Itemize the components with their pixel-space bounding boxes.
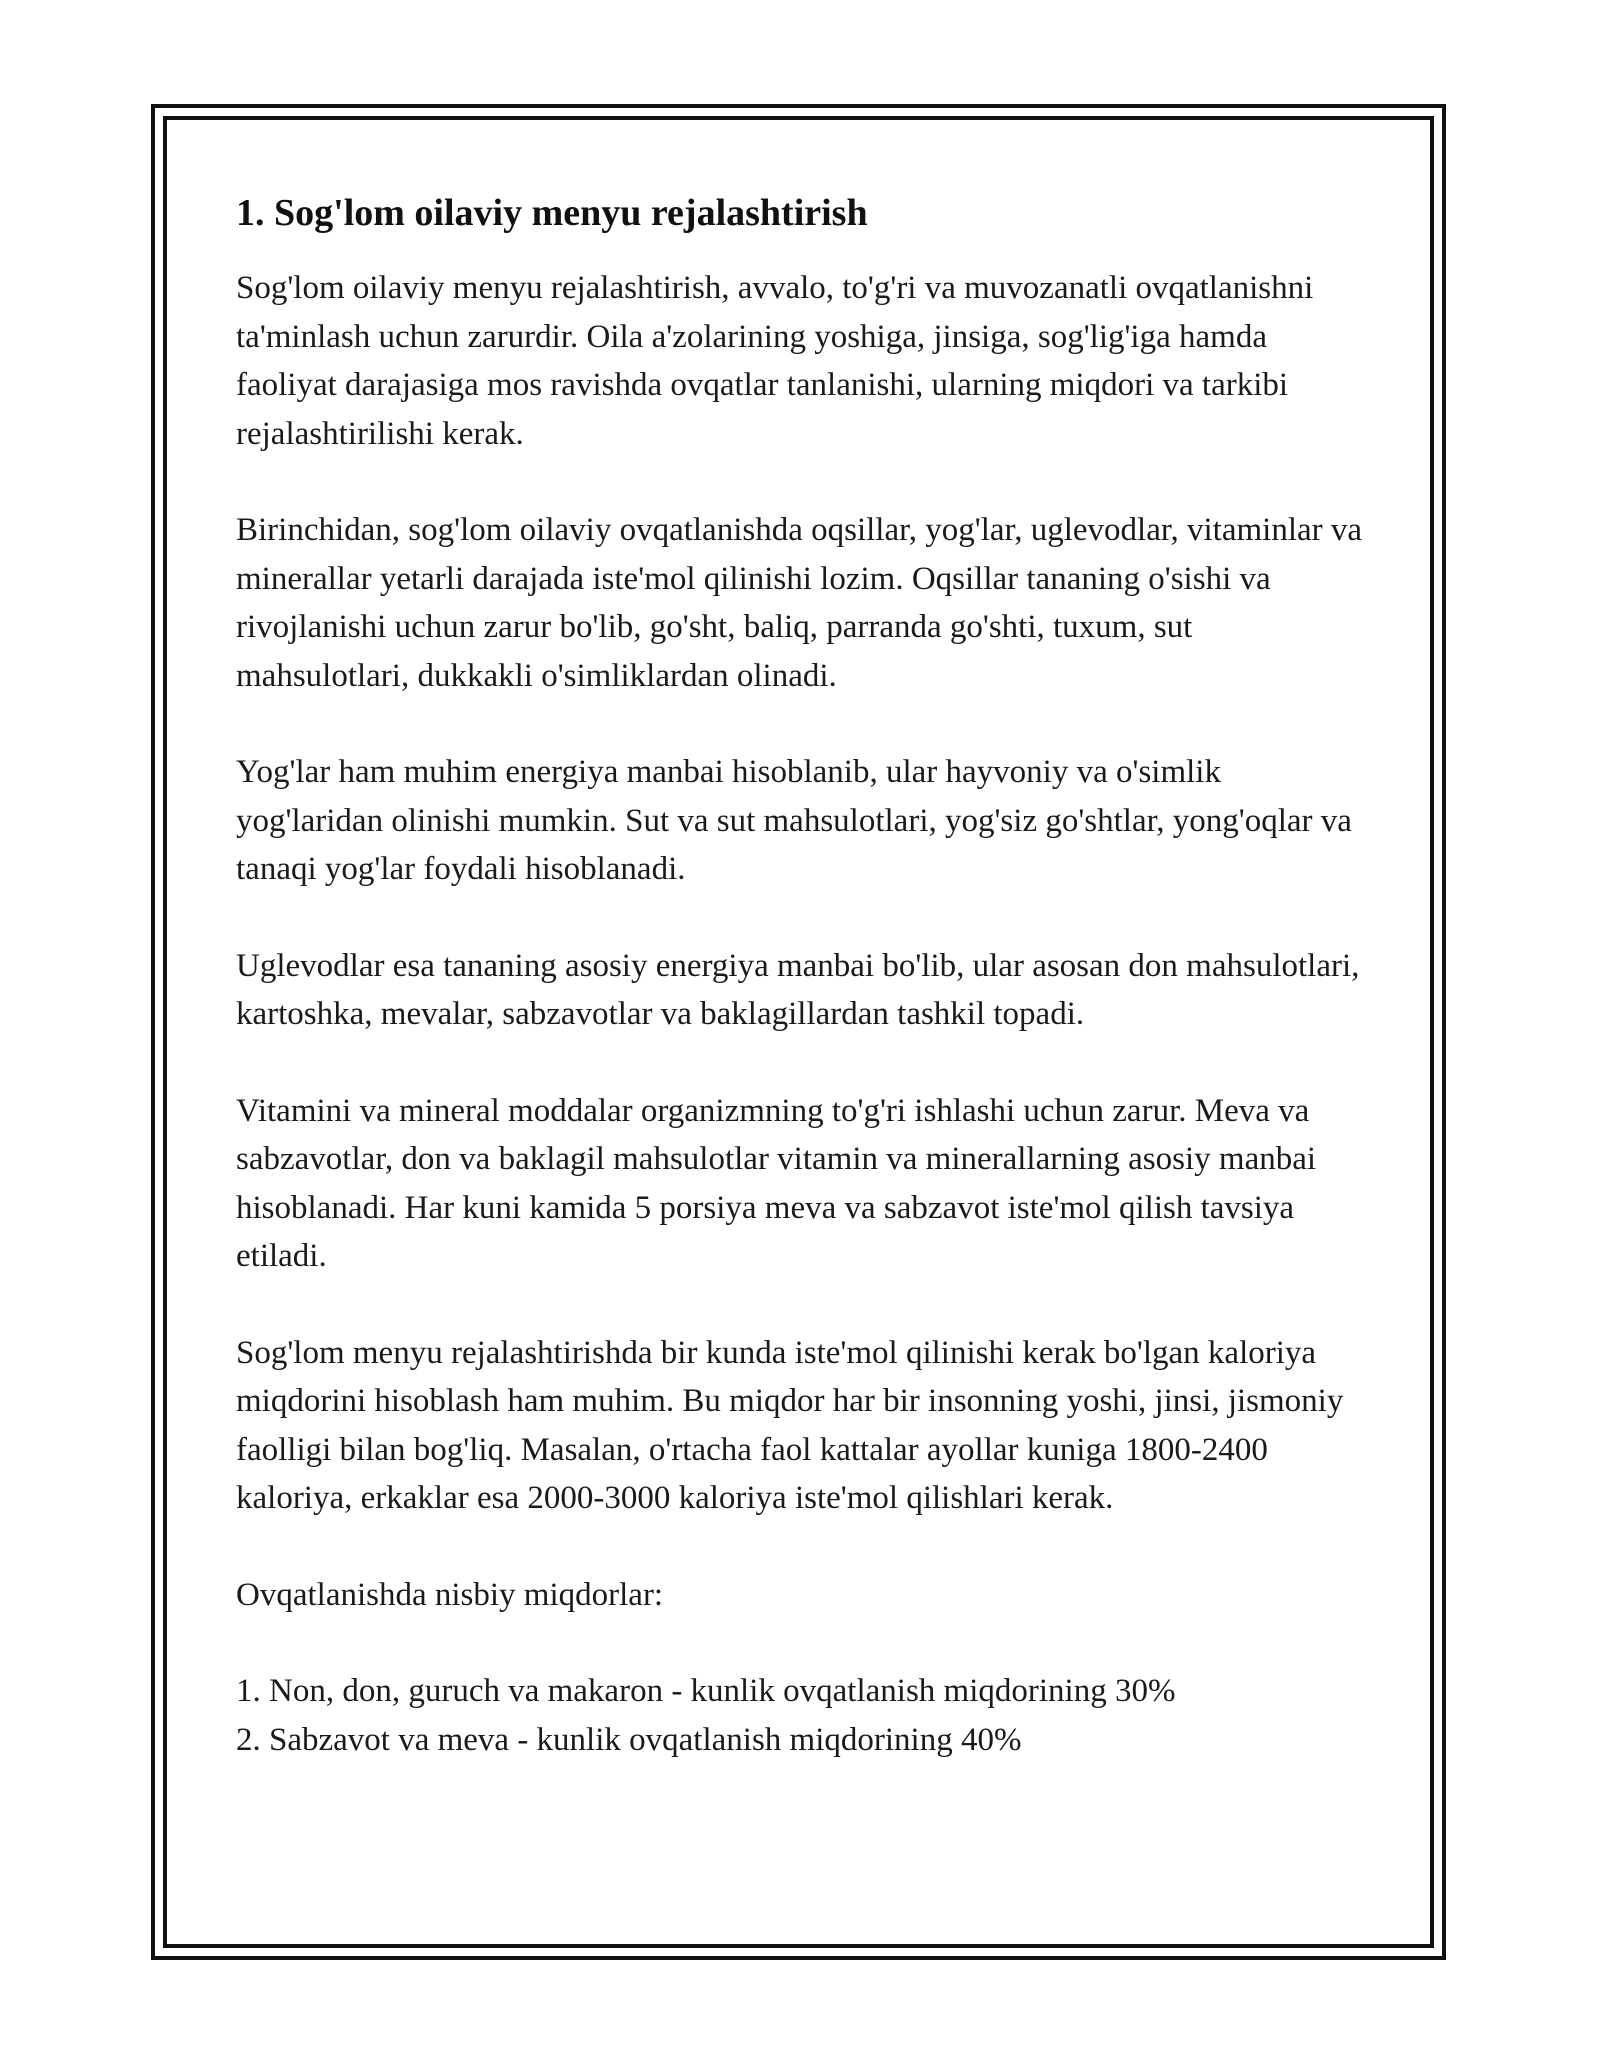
paragraph-carbohydrates: Uglevodlar esa tananing asosiy energiya manbai bo'lib, ular asosan don mahsulotlari, kartoshka, mevalar, sabzavotlar va baklagillardan tashkil topadi. (236, 947, 1360, 1032)
list-item: 2. Sabzavot va meva - kunlik ovqatlanish miqdorining 40% (236, 1721, 1022, 1758)
proportions-list (236, 1667, 1366, 1764)
document-body (236, 188, 1366, 1764)
paragraph-intro: Sog'lom oilaviy menyu rejalashtirish, avvalo, to'g'ri va muvozanatli ovqatlanishni ta'minlash uchun zarurdir. Oila a'zolarining yoshiga, jinsiga, sog'lig'iga hamda faoliyat darajasiga mos ravishda ovqatlar tanlanishi, ularning miqdori va tarkibi rejalashtirilishi kerak. (236, 270, 1314, 452)
paragraph-proportions-label: Ovqatlanishda nisbiy miqdorlar: (236, 1576, 664, 1613)
paragraph-fats: Yog'lar ham muhim energiya manbai hisoblanib, ular hayvoniy va o'simlik yog'laridan olinishi mumkin. Sut va sut mahsulotlari, yog'siz go'shtlar, yong'oqlar va tanaqi yog'lar foydali hisoblanadi. (236, 754, 1352, 887)
paragraph-calories: Sog'lom menyu rejalashtirishda bir kunda iste'mol qilinishi kerak bo'lgan kaloriya miqdorini hisoblash ham muhim. Bu miqdor har bir insonning yoshi, jinsi, jismoniy faolligi bilan bog'liq. Masalan, o'rtacha faol kattalar ayollar kuniga 1800-2400 kaloriya, erkaklar esa 2000-3000 kaloriya iste'mol qilishlari kerak. (236, 1334, 1344, 1516)
section-heading: 1. Sog'lom oilaviy menyu rejalashtirish (236, 192, 868, 234)
list-item: 1. Non, don, guruch va makaron - kunlik ovqatlanish miqdorining 30% (236, 1673, 1176, 1709)
paragraph-proteins: Birinchidan, sog'lom oilaviy ovqatlanishda oqsillar, yog'lar, uglevodlar, vitaminlar va minerallar yetarli darajada iste'mol qilinishi lozim. Oqsillar tananing o'sishi va rivojlanishi uchun zarur bo'lib, go'sht, baliq, parranda go'shti, tuxum, sut mahsulotlari, dukkakli o'simliklardan olinadi. (236, 512, 1363, 694)
paragraph-vitamins: Vitamini va mineral moddalar organizmning to'g'ri ishlashi uchun zarur. Meva va sabzavotlar, don va baklagil mahsulotlar vitamin va minerallarning asosiy manbai hisoblanadi. Har kuni kamida 5 porsiya meva va sabzavot iste'mol qilish tavsiya etiladi. (236, 1092, 1317, 1274)
